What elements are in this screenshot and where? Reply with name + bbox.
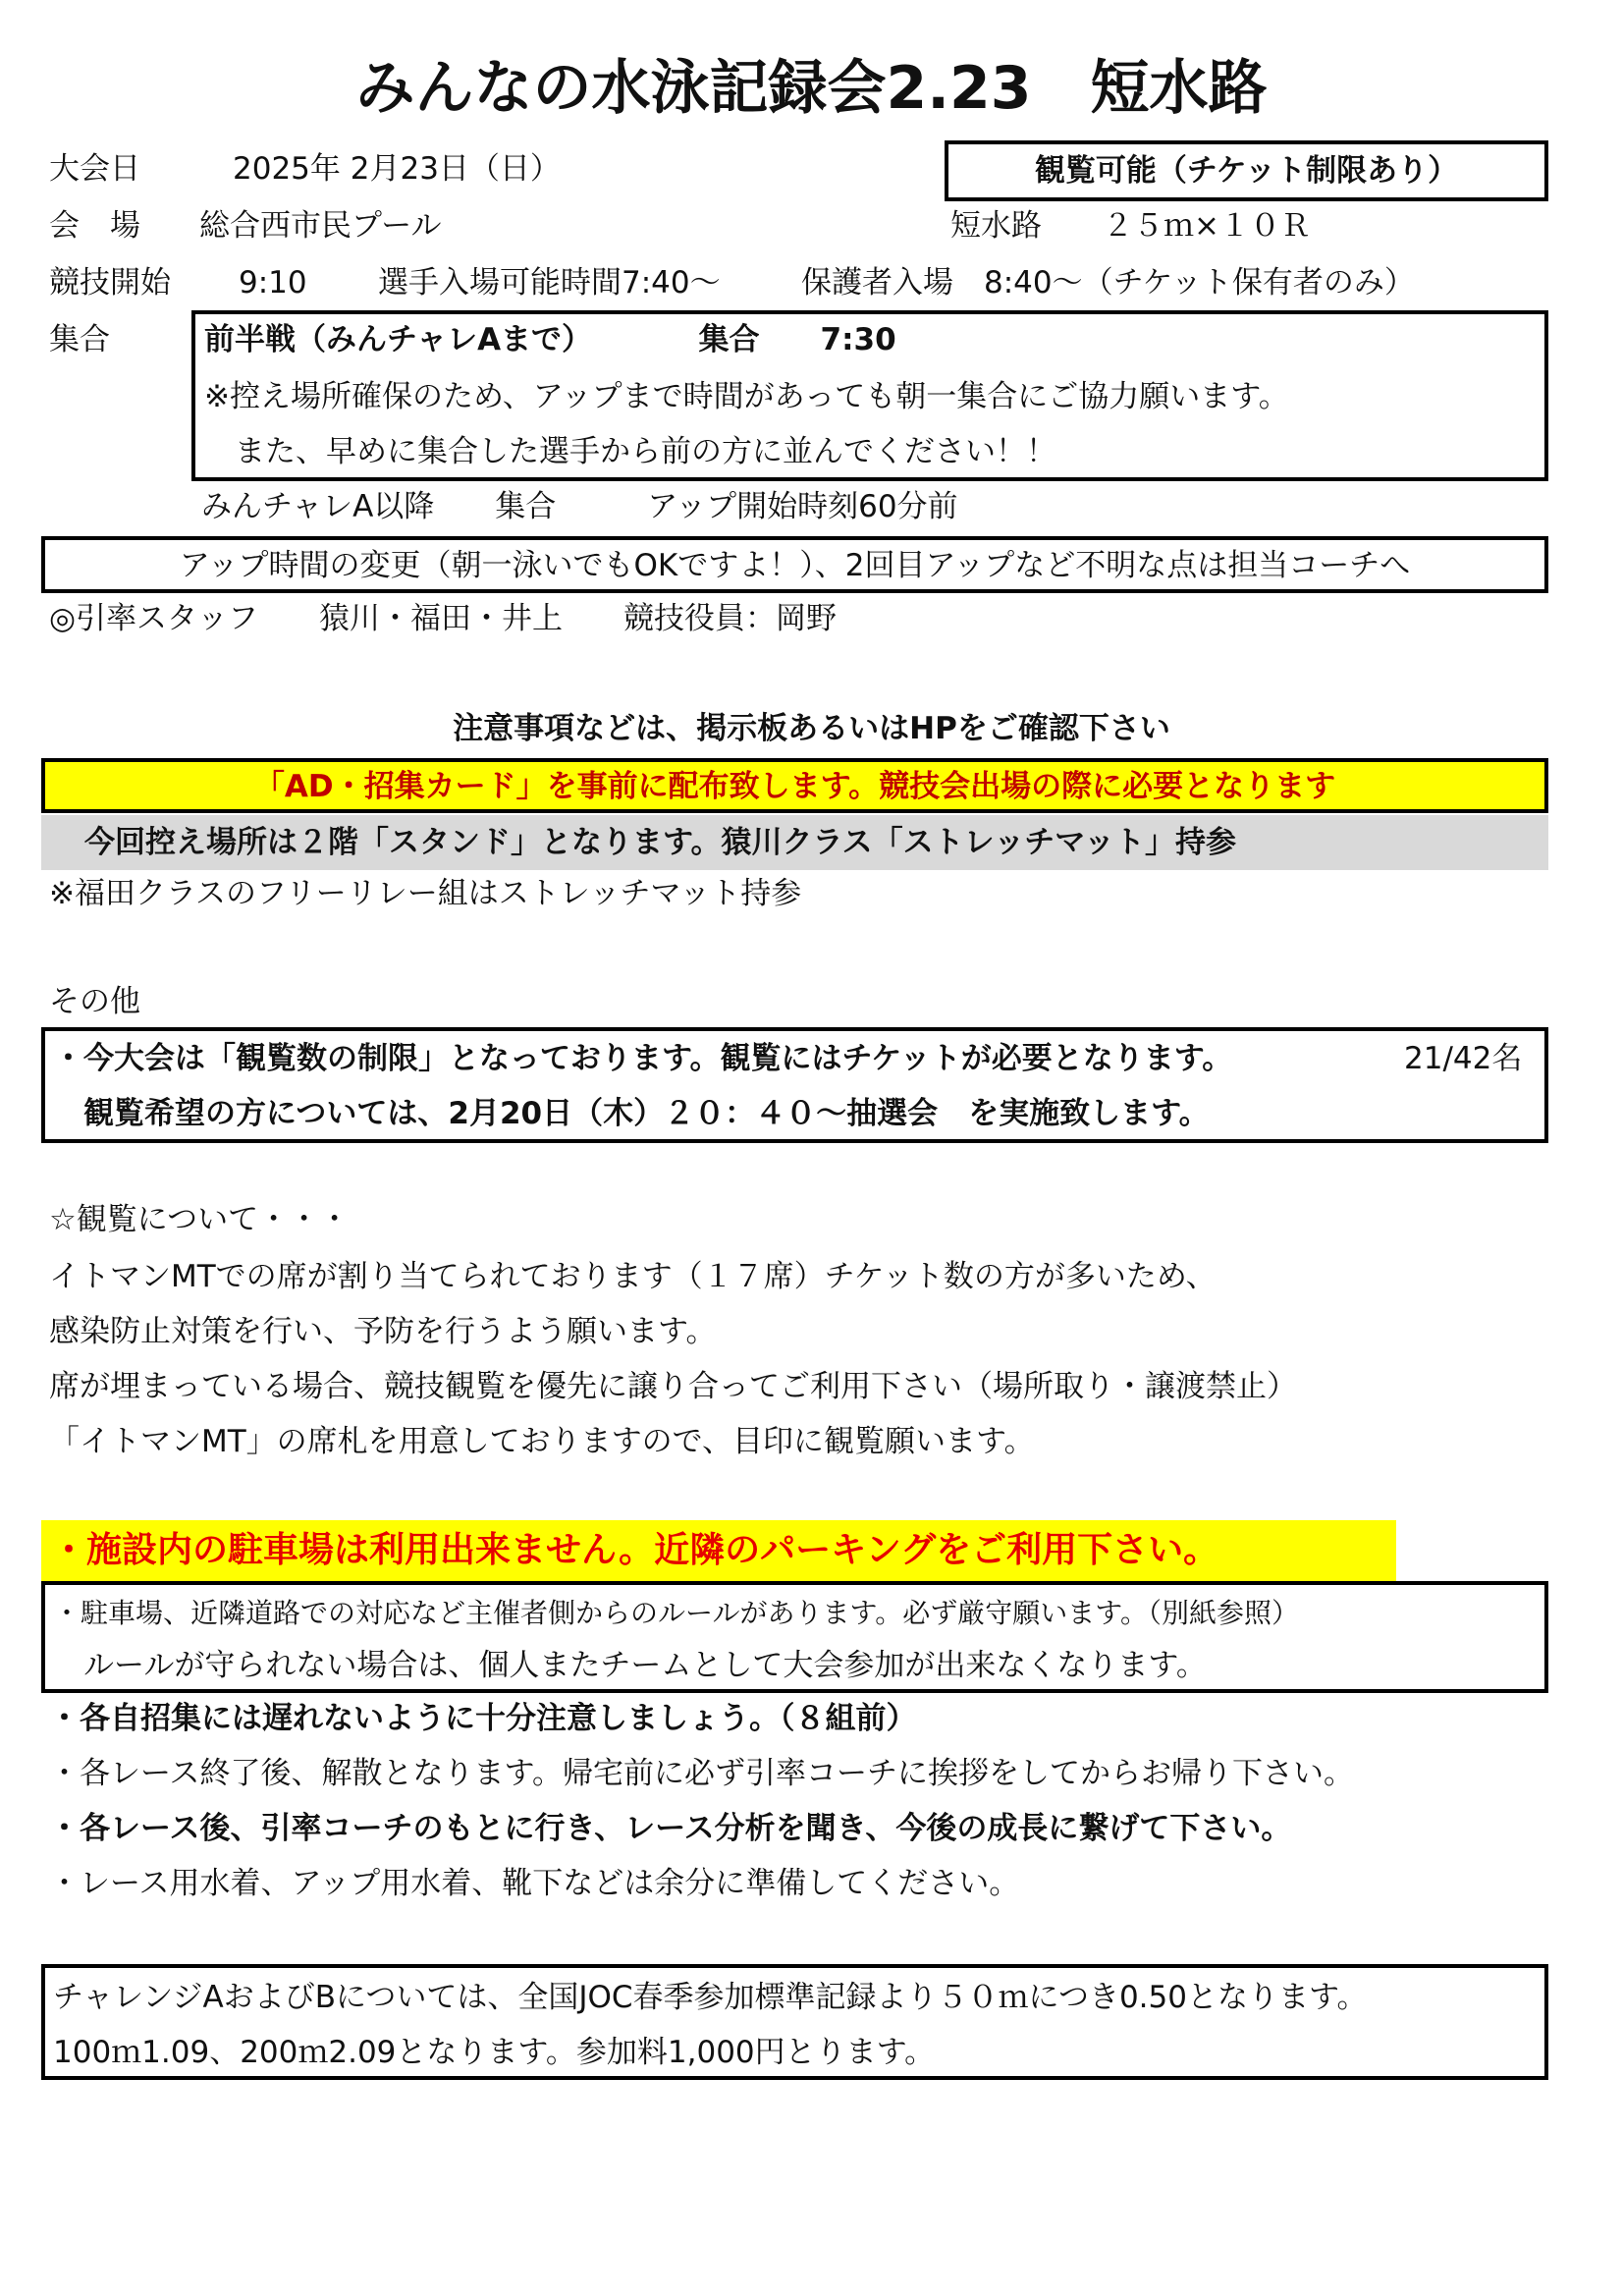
ticket-line-1: ・今大会は「観覧数の制限」となっております。観覧にはチケットが必要となります。 xyxy=(53,1041,1233,1076)
date-value: 2025年 2月23日（日） xyxy=(233,151,561,187)
guardian-entry: 保護者入場 8:40～（チケット保有者のみ） xyxy=(801,265,1415,301)
start-time: 9:10 xyxy=(239,265,307,301)
assembly-after: みんチャレA以降 集合 アップ開始時刻60分前 xyxy=(201,489,958,524)
viewing-line-1: イトマンMTでの席が割り当てられております（１７席）チケット数の方が多いため、 xyxy=(49,1259,1217,1294)
warmup-box xyxy=(41,536,1548,593)
parking-rule-1: ・駐車場、近隣道路での対応など主催者側からのルールがあります。必ず厳守願います。（別紙参照） xyxy=(53,1597,1299,1629)
assembly-first: 前半戦（みんチャレAまで） 集合 7:30 xyxy=(204,322,896,357)
viewing-line-2: 感染防止対策を行い、予防を行うよう願います。 xyxy=(49,1314,717,1349)
waiting-area-text: 今回控え場所は２階「スタンド」となります。猿川クラス「ストレッチマット」持参 xyxy=(84,825,1237,860)
rule-line-2: ・各レース終了後、解散となります。帰宅前に必ず引率コーチに挨拶をしてからお帰り下さい。 xyxy=(49,1756,1354,1791)
ticket-line-2: 観覧希望の方については、2月20日（木）２０：４０～抽選会 を実施致します。 xyxy=(53,1096,1210,1131)
venue-label: 会 場 xyxy=(49,208,140,244)
other-label: その他 xyxy=(49,984,140,1019)
challenge-line-2: 100ｍ1.09、200ｍ2.09となります。参加料1,000円とります。 xyxy=(53,2035,936,2070)
waiting-area-banner xyxy=(41,815,1548,870)
parking-warning-banner xyxy=(41,1520,1396,1581)
rule-line-1: ・各自招集には遅れないように十分注意しましょう。（８組前） xyxy=(49,1701,917,1736)
warmup-box-text: アップ時間の変更（朝一泳いでもOKですよ！）、2回目アップなど不明な点は担当コーチへ xyxy=(179,548,1411,583)
assembly-box xyxy=(191,310,1548,481)
parking-rules-box xyxy=(41,1581,1548,1693)
assembly-note-1: ※控え場所確保のため、アップまで時間があっても朝一集合にご協力願います。 xyxy=(204,379,1289,414)
viewing-box xyxy=(945,140,1548,201)
venue-value: 総合西市民プール xyxy=(199,208,442,244)
swimmer-entry: 選手入場可能時間7:40～ xyxy=(378,265,721,301)
page-title: みんなの水泳記録会2.23 短水路 xyxy=(355,54,1268,123)
assembly-label: 集合 xyxy=(49,322,110,357)
viewing-line-4: 「イトマンMT」の席札を用意しておりますので、目印に観覧願います。 xyxy=(49,1424,1035,1459)
ticket-box xyxy=(41,1027,1548,1143)
fukuda-note: ※福田クラスのフリーリレー組はストレッチマット持参 xyxy=(49,876,802,911)
rule-line-4: ・レース用水着、アップ用水着、靴下などは余分に準備してください。 xyxy=(49,1866,1020,1901)
ad-card-text: 「AD・招集カード」を事前に配布致します。競技会出場の際に必要となります xyxy=(253,769,1336,804)
challenge-line-1: チャレンジAおよびBについては、全国JOC春季参加標準記録より５０ｍにつき0.50となります。 xyxy=(53,1980,1368,2015)
start-label: 競技開始 xyxy=(49,265,171,301)
parking-rule-2: ルールが守られない場合は、個人またチームとして大会参加が出来なくなります。 xyxy=(53,1648,1207,1683)
date-label: 大会日 xyxy=(49,151,140,187)
assembly-note-2: また、早めに集合した選手から前の方に並んでください！！ xyxy=(204,434,1056,469)
ticket-count: 21/42名 xyxy=(1404,1041,1523,1076)
course-info: 短水路 ２５ｍ×１０Ｒ xyxy=(950,208,1311,244)
parking-warning-text: ・施設内の駐車場は利用出来ません。近隣のパーキングをご利用下さい。 xyxy=(51,1530,1219,1570)
check-board-notice: 注意事項などは、掲示板あるいはHPをご確認下さい xyxy=(453,711,1170,746)
ad-card-banner xyxy=(41,758,1548,813)
challenge-box xyxy=(41,1964,1548,2080)
staff-info: ◎引率スタッフ 猿川・福田・井上 競技役員：岡野 xyxy=(49,601,838,636)
viewing-heading: ☆観覧について・・・ xyxy=(49,1202,351,1237)
viewing-line-3: 席が埋まっている場合、競技観覧を優先に譲り合ってご利用下さい（場所取り・譲渡禁止） xyxy=(49,1369,1297,1404)
viewing-box-text: 観覧可能（チケット制限あり） xyxy=(1034,153,1459,189)
rule-line-3: ・各レース後、引率コーチのもとに行き、レース分析を聞き、今後の成長に繋げて下さい。 xyxy=(49,1811,1292,1846)
